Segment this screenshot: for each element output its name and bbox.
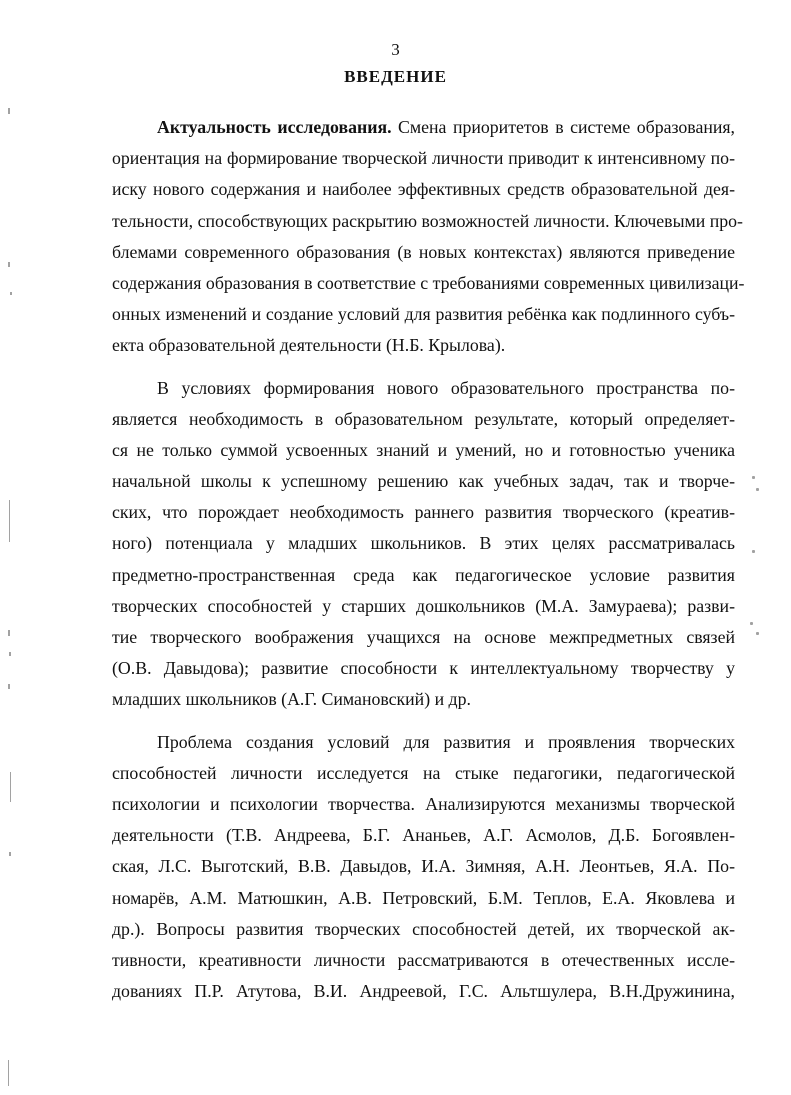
scan-artifact xyxy=(9,852,11,856)
scan-artifact xyxy=(8,684,10,689)
text-line: дованиях П.Р. Атутова, В.И. Андреевой, Г.С. Альтшулера, В.Н.Дружинина, xyxy=(112,981,735,1002)
scan-artifact xyxy=(750,622,753,625)
text-line: ская, Л.С. Выготский, В.В. Давыдов, И.А. Зимняя, А.Н. Леонтьев, Я.А. По- xyxy=(112,856,735,877)
text-line: творческих способностей у старших дошкольников (М.А. Замураева); разви- xyxy=(112,595,735,616)
text-line: содержания образования в соответствие с требованиями современных цивилизаци- xyxy=(112,272,745,293)
text-line: Проблема создания условий для развития и проявления творческих xyxy=(157,731,735,752)
scan-artifact xyxy=(752,550,755,553)
text-line: В условиях формирования нового образовательного пространства по- xyxy=(157,377,735,398)
scan-artifact xyxy=(10,772,11,802)
scan-artifact xyxy=(8,1060,9,1086)
paragraph-problem xyxy=(112,727,735,1008)
scan-artifact xyxy=(10,292,12,295)
text-line: онных изменений и создание условий для развития ребёнка как подлинного субъ- xyxy=(112,304,735,325)
text-line: ного) потенциала у младших школьников. В этих целях рассматривалась xyxy=(112,533,735,554)
body-text xyxy=(112,112,745,1007)
scan-artifact xyxy=(756,488,759,491)
text-line: (О.В. Давыдова); развитие способности к интеллектуальному творчеству у xyxy=(112,658,735,679)
text-line: является необходимость в образовательном результате, который определяет- xyxy=(112,408,735,429)
text-line: др.). Вопросы развития творческих способностей детей, их творческой ак- xyxy=(112,918,735,939)
text-line: тельности, способствующих раскрытию возможностей личности. Ключевыми про- xyxy=(112,210,743,231)
scan-artifact xyxy=(8,262,10,267)
text-line: тивности, креативности личности рассматриваются в отечественных иссле- xyxy=(112,949,735,970)
page-number: 3 xyxy=(391,40,400,59)
scan-artifact xyxy=(8,108,10,114)
text-line: психологии и психологии творчества. Анализируются механизмы творческой xyxy=(112,793,735,814)
text-line: деятельности (Т.В. Андреева, Б.Г. Ананьев, А.Г. Асмолов, Д.Б. Богоявлен- xyxy=(112,825,735,846)
scan-artifact xyxy=(8,630,10,636)
section-lead: Актуальность исследования. xyxy=(157,117,392,137)
text-line: екта образовательной деятельности (Н.Б. Крылова). xyxy=(112,335,506,356)
text-line: тие творческого воображения учащихся на основе межпредметных связей xyxy=(112,627,735,647)
page-title: ВВЕДЕНИЕ xyxy=(344,67,447,86)
text-line: способностей личности исследуется на стыке педагогики, педагогической xyxy=(112,762,735,783)
scan-artifact xyxy=(752,476,755,479)
scan-artifact xyxy=(9,652,11,656)
text-line: иску нового содержания и наиболее эффективных средств образовательной дея- xyxy=(112,179,735,200)
paragraph-relevance xyxy=(112,112,745,362)
paragraph-conditions xyxy=(112,373,735,716)
scan-artifact xyxy=(9,500,10,542)
text-line: блемами современного образования (в новых контекстах) являются приведение xyxy=(112,241,735,262)
text-line: предметно-пространственная среда как педагогическое условие развития xyxy=(112,564,735,585)
text-line: начальной школы к успешному решению как учебных задач, так и творче- xyxy=(112,471,735,492)
text-line: Актуальность исследования. Смена приоритетов в системе образования, xyxy=(157,117,735,137)
scan-artifact xyxy=(756,632,759,635)
text-line: ориентация на формирование творческой личности приводит к интенсивному по- xyxy=(112,148,735,169)
text-line: ских, что порождает необходимость раннего развития творческого (креатив- xyxy=(112,502,735,523)
text-line: номарёв, А.М. Матюшкин, А.В. Петровский, Б.М. Теплов, Е.А. Яковлева и xyxy=(112,887,735,908)
text-line: младших школьников (А.Г. Симановский) и др. xyxy=(112,689,471,710)
text-line: ся не только суммой усвоенных знаний и умений, но и готовностью ученика xyxy=(112,439,735,460)
